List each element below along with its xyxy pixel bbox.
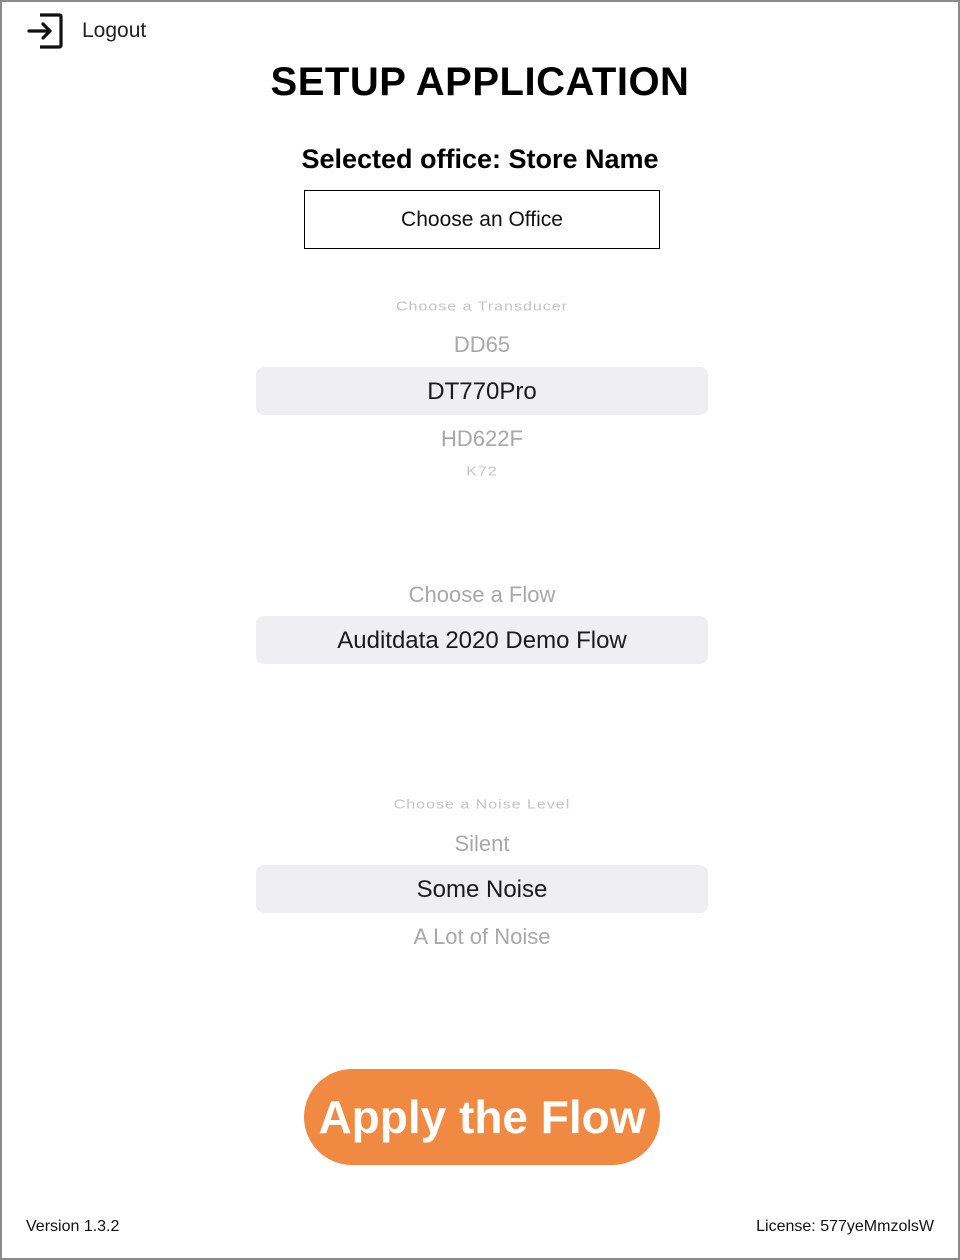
picker-option-selected[interactable]: Auditdata 2020 Demo Flow: [337, 627, 627, 654]
picker-option-selected[interactable]: Some Noise: [416, 876, 548, 903]
transducer-picker[interactable]: [256, 292, 708, 492]
picker-option[interactable]: A Lot of Noise: [413, 924, 551, 949]
logout-button[interactable]: [26, 12, 146, 50]
version-label: Version 1.3.2: [26, 1218, 120, 1235]
noise-level-picker[interactable]: [256, 792, 708, 962]
picker-option-selected[interactable]: DT770Pro: [427, 378, 537, 405]
picker-option[interactable]: Choose a Noise Level: [393, 797, 571, 812]
choose-office-button[interactable]: Choose an Office: [304, 190, 660, 249]
picker-option[interactable]: K72: [466, 464, 498, 479]
picker-option[interactable]: HD622F: [441, 426, 523, 451]
picker-option[interactable]: Choose a Transducer: [396, 299, 568, 314]
logout-label: Logout: [82, 19, 147, 42]
apply-flow-button[interactable]: Apply the Flow: [304, 1069, 660, 1165]
flow-picker[interactable]: [256, 577, 708, 677]
license-label: License: 577yeMmzolsW: [756, 1218, 934, 1235]
picker-option[interactable]: Silent: [454, 831, 510, 856]
page-title: SETUP APPLICATION: [270, 60, 690, 104]
picker-option[interactable]: DD65: [453, 332, 511, 357]
selected-office-label: Selected office: Store Name: [301, 144, 659, 174]
picker-option[interactable]: Choose a Flow: [408, 582, 556, 607]
logout-icon: [26, 12, 64, 50]
